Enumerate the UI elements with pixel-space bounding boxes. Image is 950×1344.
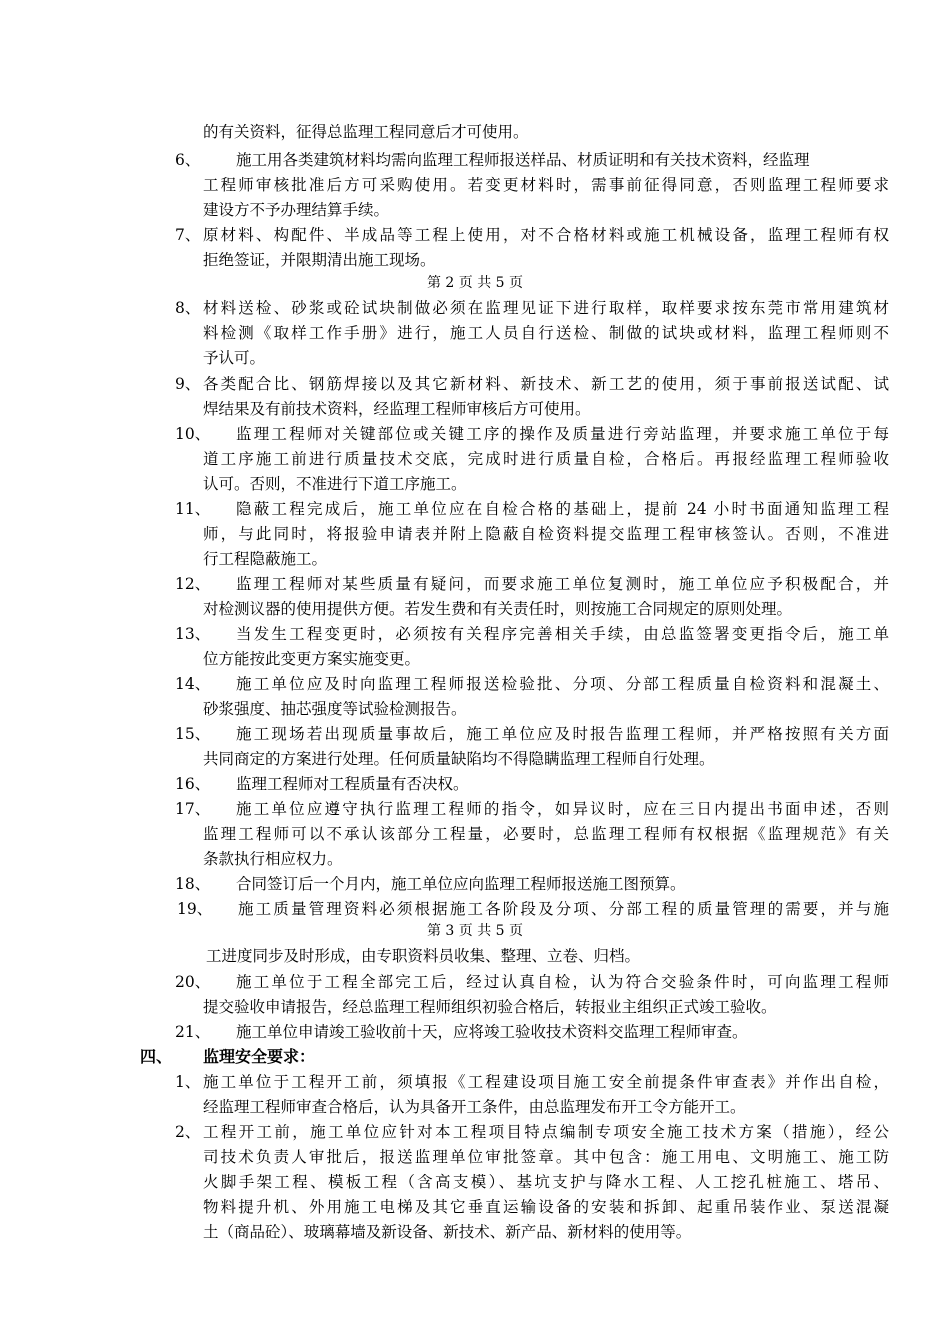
paragraph-line: 施工单位申请竣工验收前十天，应将竣工验收技术资料交监理工程师审查。 bbox=[236, 1023, 748, 1041]
item-number: 10、 bbox=[175, 425, 211, 443]
item-number: 20、 bbox=[175, 973, 211, 991]
item-number: 2、 bbox=[175, 1123, 201, 1141]
paragraph-line: 监理工程师对关键部位或关键工序的操作及质量进行旁站监理，并要求施工单位于每 bbox=[236, 425, 889, 443]
item-number: 14、 bbox=[175, 675, 211, 693]
paragraph-line: 合同签订后一个月内，施工单位应向监理工程师报送施工图预算。 bbox=[236, 875, 686, 893]
paragraph-line: 各类配合比、钢筋焊接以及其它新材料、新技术、新工艺的使用，须于事前报送试配、试 bbox=[203, 375, 889, 393]
paragraph-line: 监理工程师对工程质量有否决权。 bbox=[236, 775, 469, 793]
paragraph-line: 料检测《取样工作手册》进行，施工人员自行送检、制做的试块或材料，监理工程师则不 bbox=[203, 324, 889, 342]
paragraph-line: 提交验收申请报告，经总监理工程师组织初验合格后，转报业主组织正式竣工验收。 bbox=[203, 998, 777, 1016]
paragraph-line: 拒绝签证，并限期清出施工现场。 bbox=[203, 251, 436, 269]
paragraph-line: 的有关资料，征得总监理工程同意后才可使用。 bbox=[203, 123, 529, 141]
paragraph-line: 认可。否则，不准进行下道工序施工。 bbox=[203, 475, 467, 493]
paragraph-line: 工进度同步及时形成，由专职资料员收集、整理、立卷、归档。 bbox=[206, 947, 641, 965]
section-heading: 监理安全要求： bbox=[203, 1047, 316, 1066]
paragraph-line: 火脚手架工程、模板工程（含高支模）、基坑支护与降水工程、人工挖孔桩施工、塔吊、 bbox=[203, 1173, 889, 1191]
item-number: 19、 bbox=[177, 900, 213, 918]
item-number: 12、 bbox=[175, 575, 211, 593]
paragraph-line: 原材料、构配件、半成品等工程上使用，对不合格材料或施工机械设备，监理工程师有权 bbox=[203, 226, 889, 244]
paragraph-line: 经监理工程师审查合格后，认为具备开工条件，由总监理发布开工令方能开工。 bbox=[203, 1098, 746, 1116]
paragraph-line: 土（商品砼）、玻璃幕墙及新设备、新技术、新产品、新材料的使用等。 bbox=[203, 1223, 692, 1241]
paragraph-line: 施工单位应遵守执行监理工程师的指令，如异议时，应在三日内提出书面申述，否则 bbox=[236, 800, 889, 818]
paragraph-line: 予认可。 bbox=[203, 349, 266, 367]
paragraph-line: 施工单位于工程开工前，须填报《工程建设项目施工安全前提条件审查表》并作出自检， bbox=[203, 1073, 889, 1091]
paragraph-line: 施工单位于工程全部完工后，经过认真自检，认为符合交验条件时，可向监理工程师 bbox=[236, 973, 889, 991]
page-footer: 第 2 页 共 5 页 bbox=[426, 275, 524, 291]
paragraph-line: 道工序施工前进行质量技术交底，完成时进行质量自检，合格后。再报经监理工程师验收 bbox=[203, 450, 889, 468]
paragraph-line: 施工单位应及时向监理工程师报送检验批、分项、分部工程质量自检资料和混凝土、 bbox=[236, 675, 889, 693]
item-number: 11、 bbox=[175, 500, 211, 518]
item-number: 7、 bbox=[175, 226, 201, 244]
item-number: 1、 bbox=[175, 1073, 201, 1091]
item-number: 21、 bbox=[175, 1023, 211, 1041]
paragraph-line: 工程师审核批准后方可采购使用。若变更材料时，需事前征得同意，否则监理工程师要求 bbox=[203, 176, 889, 194]
paragraph-line: 施工现场若出现质量事故后，施工单位应及时报告监理工程师，并严格按照有关方面 bbox=[236, 725, 889, 743]
paragraph-line: 施工用各类建筑材料均需向监理工程师报送样品、材质证明和有关技术资料，经监理 bbox=[236, 151, 810, 169]
item-number: 8、 bbox=[175, 299, 201, 317]
paragraph-line: 共同商定的方案进行处理。任何质量缺陷均不得隐瞒监理工程师自行处理。 bbox=[203, 750, 715, 768]
paragraph-line: 位方能按此变更方案实施变更。 bbox=[203, 650, 421, 668]
item-number: 13、 bbox=[175, 625, 211, 643]
page-footer: 第 3 页 共 5 页 bbox=[426, 923, 524, 939]
item-number: 15、 bbox=[175, 725, 211, 743]
paragraph-line: 条款执行相应权力。 bbox=[203, 850, 343, 868]
paragraph-line: 行工程隐蔽施工。 bbox=[203, 550, 328, 568]
paragraph-line: 施工质量管理资料必须根据施工各阶段及分项、分部工程的质量管理的需要，并与施 bbox=[238, 900, 889, 918]
paragraph-line: 工程开工前，施工单位应针对本工程项目特点编制专项安全施工技术方案（措施），经公 bbox=[203, 1123, 889, 1141]
paragraph-line: 焊结果及有前技术资料，经监理工程师审核后方可使用。 bbox=[203, 400, 591, 418]
section-number: 四、 bbox=[140, 1047, 173, 1066]
paragraph-line: 监理工程师对某些质量有疑问，而要求施工单位复测时，施工单位应予积极配合，并 bbox=[236, 575, 889, 593]
paragraph-line: 对检测议器的使用提供方便。若发生费和有关责任时，则按施工合同规定的原则处理。 bbox=[203, 600, 793, 618]
paragraph-line: 师，与此同时，将报验申请表并附上隐蔽自检资料提交监理工程审核签认。否则，不准进 bbox=[203, 525, 889, 543]
paragraph-line: 物料提升机、外用施工电梯及其它垂直运输设备的安装和拆卸、起重吊装作业、泵送混凝 bbox=[203, 1198, 889, 1216]
paragraph-line: 隐蔽工程完成后，施工单位应在自检合格的基础上，提前 24 小时书面通知监理工程 bbox=[236, 500, 889, 518]
paragraph-line: 砂浆强度、抽芯强度等试验检测报告。 bbox=[203, 700, 467, 718]
paragraph-line: 当发生工程变更时，必须按有关程序完善相关手续，由总监签署变更指令后，施工单 bbox=[236, 625, 889, 643]
paragraph-line: 材料送检、砂浆或砼试块制做必须在监理见证下进行取样，取样要求按东莞市常用建筑材 bbox=[203, 299, 889, 317]
item-number: 16、 bbox=[175, 775, 211, 793]
item-number: 6、 bbox=[175, 151, 201, 169]
paragraph-line: 建设方不予办理结算手续。 bbox=[203, 201, 390, 219]
paragraph-line: 监理工程师可以不承认该部分工程量，必要时，总监理工程师有权根据《监理规范》有关 bbox=[203, 825, 889, 843]
item-number: 17、 bbox=[175, 800, 211, 818]
paragraph-line: 司技术负责人审批后，报送监理单位审批签章。其中包含：施工用电、文明施工、施工防 bbox=[203, 1148, 889, 1166]
item-number: 9、 bbox=[175, 375, 201, 393]
item-number: 18、 bbox=[175, 875, 211, 893]
